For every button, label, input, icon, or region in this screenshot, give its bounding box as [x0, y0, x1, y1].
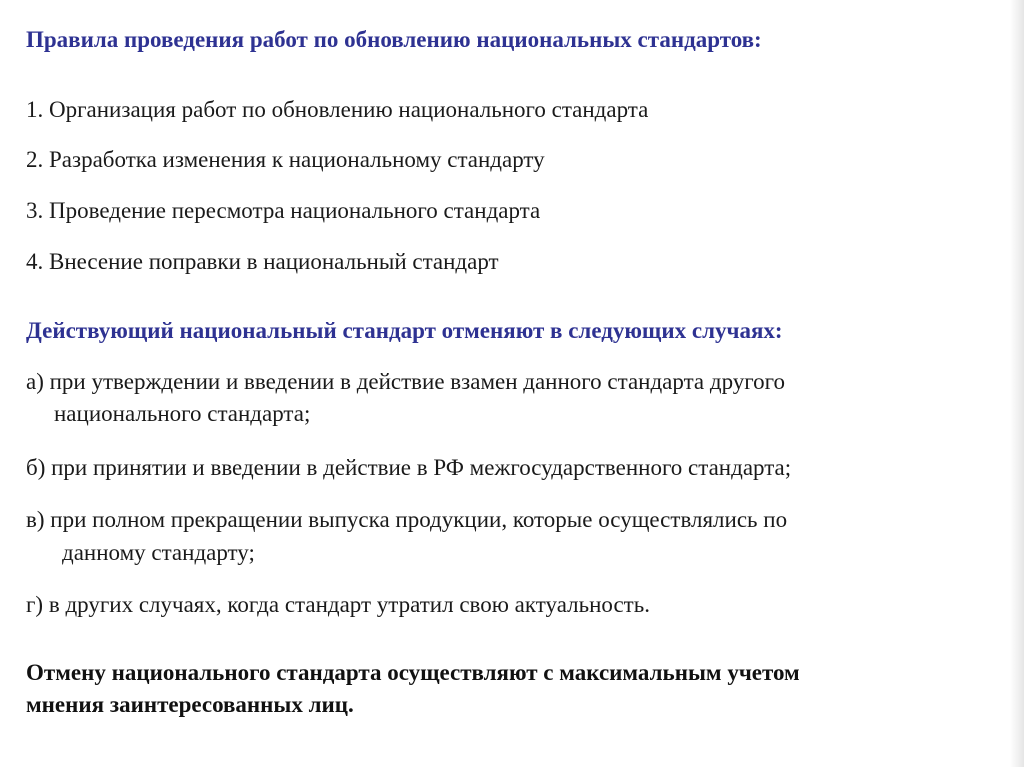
conclusion-line2: мнения заинтересованных лиц.: [26, 692, 354, 717]
case-a-line1: а) при утверждении и введении в действие взамен данного стандарта другого: [26, 369, 785, 394]
slide-edge-shadow: [1010, 0, 1024, 767]
list-item-2: 2. Разработка изменения к национальному стандарту: [26, 147, 545, 172]
case-c-line1: в) при полном прекращении выпуска продукции, которые осуществлялись по: [26, 507, 788, 532]
section1-heading: Правила проведения работ по обновлению национальных стандартов:: [26, 27, 762, 52]
case-d-line1: г) в других случаях, когда стандарт утратил свою актуальность.: [26, 592, 650, 617]
case-a-line2: национального стандарта;: [54, 401, 311, 426]
list-item-3: 3. Проведение пересмотра национального стандарта: [26, 198, 541, 223]
case-c-line2: данному стандарту;: [62, 540, 255, 565]
list-item-4: 4. Внесение поправки в национальный стандарт: [26, 249, 499, 274]
list-item-1: 1. Организация работ по обновлению национального стандарта: [26, 97, 649, 122]
case-b-line1: б) при принятии и введении в действие в РФ межгосударственного стандарта;: [26, 455, 792, 480]
conclusion-line1: Отмену национального стандарта осуществляют с максимальным учетом: [26, 660, 800, 685]
section2-heading: Действующий национальный стандарт отменяют в следующих случаях:: [26, 318, 783, 343]
